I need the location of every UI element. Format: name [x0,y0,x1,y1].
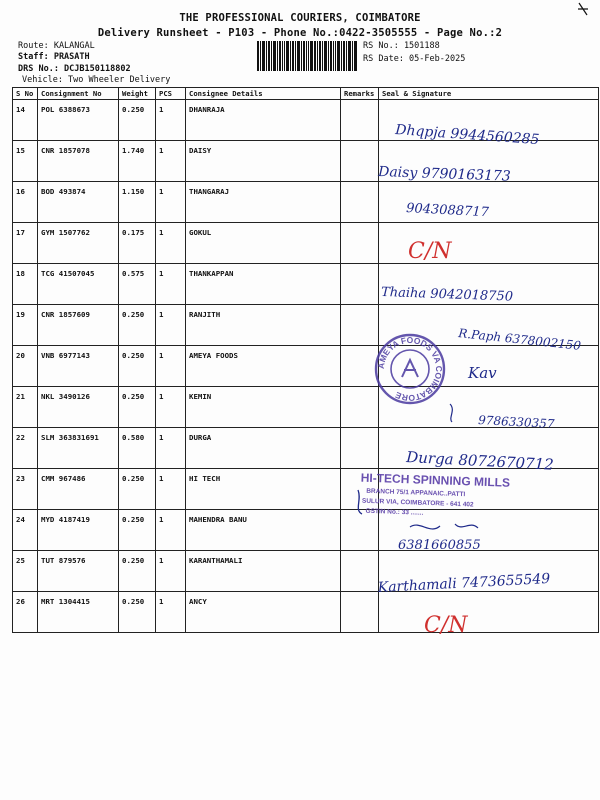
cell-pcs: 1 [156,387,186,428]
runsheet-table [12,87,599,633]
cell-consignee: ANCY [186,592,341,633]
cell-consignment: POL 6388673 [38,100,119,141]
cell-pcs: 1 [156,305,186,346]
cell-pcs: 1 [156,141,186,182]
cell-pcs: 1 [156,346,186,387]
cell-weight: 0.250 [119,346,156,387]
cell-remarks [341,346,379,387]
cell-consignee: KARANTHAMALI [186,551,341,592]
cell-weight: 0.250 [119,592,156,633]
cell-sno: 17 [13,223,38,264]
cell-signature [379,346,599,387]
cell-consignee: DAISY [186,141,341,182]
cell-remarks [341,141,379,182]
table-row [13,223,599,264]
cell-weight: 0.250 [119,469,156,510]
cell-sno: 18 [13,264,38,305]
cell-consignment: MRT 1304415 [38,592,119,633]
cell-pcs: 1 [156,592,186,633]
cell-signature [379,592,599,633]
runsheet-subtitle: Delivery Runsheet - P103 - Phone No.:0422-3505555 - Page No.:2 [97,27,503,39]
cell-weight: 0.250 [119,510,156,551]
drs-number: DRS No.: DCJB150118802 [18,64,131,74]
table-row [13,551,599,592]
cell-consignment: CMM 967486 [38,469,119,510]
cell-consignment: BOD 493874 [38,182,119,223]
cell-pcs: 1 [156,100,186,141]
cell-signature [379,223,599,264]
cell-consignment: TUT 879576 [38,551,119,592]
cell-consignment: SLM 363831691 [38,428,119,469]
cell-signature [379,264,599,305]
cell-sno: 26 [13,592,38,633]
cell-consignee: THANKAPPAN [186,264,341,305]
rs-date: RS Date: 05-Feb-2025 [363,54,466,64]
table-row [13,305,599,346]
vehicle-label: Vehicle: Two Wheeler Delivery [22,75,171,85]
cell-weight: 0.250 [119,100,156,141]
svg-text:BRANCH 75/1 APPANAIC..PATTI: BRANCH 75/1 APPANAIC..PATTI [366,487,466,499]
cell-pcs: 1 [156,510,186,551]
col-header-pcs: PCS [156,88,186,100]
signature-row-19: R.Paph 6378002150 [457,326,582,353]
cell-remarks [341,264,379,305]
svg-text:AMEYA FOODS VA COIMBATORE: AMEYA FOODS VA COIMBATORE [375,334,445,404]
cell-remarks [341,387,379,428]
col-header-weight: Weight [119,88,156,100]
company-title: THE PROFESSIONAL COURIERS, COIMBATORE [179,12,421,24]
cell-sno: 22 [13,428,38,469]
cell-pcs: 1 [156,223,186,264]
cell-signature [379,469,599,510]
cell-consignee: DHANRAJA [186,100,341,141]
cell-sno: 14 [13,100,38,141]
cell-pcs: 1 [156,469,186,510]
cell-signature [379,387,599,428]
col-header-consignee: Consignee Details [186,88,341,100]
svg-text:GSTIN No.: 33 .......: GSTIN No.: 33 ....... [365,507,424,517]
cell-consignee: GOKUL [186,223,341,264]
table-row [13,100,599,141]
table-row [13,387,599,428]
table-row [13,182,599,223]
cell-remarks [341,100,379,141]
cell-remarks [341,510,379,551]
cell-signature [379,510,599,551]
staff-label: Staff: PRASATH [18,52,90,62]
rs-number: RS No.: 1501188 [363,41,440,51]
col-header-remarks: Remarks [341,88,379,100]
cell-consignee: DURGA [186,428,341,469]
cell-remarks [341,428,379,469]
cell-weight: 1.740 [119,141,156,182]
cell-consignee: RANJITH [186,305,341,346]
cell-consignee: KEMIN [186,387,341,428]
cell-consignee: THANGARAJ [186,182,341,223]
cell-weight: 0.580 [119,428,156,469]
cell-sno: 23 [13,469,38,510]
barcode-image [257,41,357,71]
cell-weight: 0.575 [119,264,156,305]
signature-row-15: Daisy 9790163173 [377,164,512,185]
cell-remarks [341,223,379,264]
cell-weight: 0.250 [119,305,156,346]
cell-sno: 24 [13,510,38,551]
signature-row-14: Dhqpja 9944560285 [394,122,540,149]
signature-row-20: Kav [468,364,497,382]
cell-weight: 0.250 [119,387,156,428]
cell-weight: 0.175 [119,223,156,264]
cell-remarks [341,305,379,346]
cell-sno: 19 [13,305,38,346]
signature-row-18: Thaiha 9042018750 [380,285,514,305]
cell-sno: 25 [13,551,38,592]
cell-pcs: 1 [156,428,186,469]
col-header-sno: S No [13,88,38,100]
cell-pcs: 1 [156,264,186,305]
cell-signature [379,141,599,182]
cell-sno: 21 [13,387,38,428]
cell-consignee: MAHENDRA BANU [186,510,341,551]
cell-signature [379,305,599,346]
col-header-signature: Seal & Signature [379,88,599,100]
table-row [13,592,599,633]
table-row [13,141,599,182]
svg-text:HI-TECH SPINNING MILLS: HI-TECH SPINNING MILLS [360,470,511,490]
cell-sno: 16 [13,182,38,223]
cell-pcs: 1 [156,551,186,592]
cell-signature [379,182,599,223]
signature-row-21: 9786330357 [477,413,555,431]
cell-consignment: NKL 3490126 [38,387,119,428]
cell-signature [379,100,599,141]
signature-row-24: 6381660855 [398,538,481,553]
svg-text:SULUR VIA, COIMBATORE - 641 40: SULUR VIA, COIMBATORE - 641 402 [361,497,474,509]
col-header-consignment: Consignment No [38,88,119,100]
cell-remarks [341,182,379,223]
cell-consignment: GYM 1507762 [38,223,119,264]
cell-consignment: TCG 41507045 [38,264,119,305]
cell-remarks [341,592,379,633]
cell-consignment: MYD 4187419 [38,510,119,551]
cell-pcs: 1 [156,182,186,223]
signature-row-25: Karthamali 7473655549 [377,570,551,596]
cn-mark-row-26: C/N [424,613,468,638]
cell-consignment: VNB 6977143 [38,346,119,387]
cell-sno: 20 [13,346,38,387]
cell-weight: 0.250 [119,551,156,592]
cell-weight: 1.150 [119,182,156,223]
table-row [13,469,599,510]
cell-sno: 15 [13,141,38,182]
table-row [13,428,599,469]
cell-consignment: CNR 1857609 [38,305,119,346]
cell-remarks [341,551,379,592]
cell-consignee: AMEYA FOODS [186,346,341,387]
table-row [13,510,599,551]
table-header-row [13,88,599,100]
cell-consignment: CNR 1857078 [38,141,119,182]
table-row [13,264,599,305]
cell-signature [379,428,599,469]
cell-remarks [341,469,379,510]
table-row [13,346,599,387]
cell-consignee: HI TECH [186,469,341,510]
cell-signature [379,551,599,592]
signature-row-16: 9043088717 [405,201,490,221]
cn-mark-row-17: C/N [408,239,452,264]
signature-row-22: Durga 8072670712 [405,448,555,474]
route-label: Route: KALANGAL [18,41,95,51]
